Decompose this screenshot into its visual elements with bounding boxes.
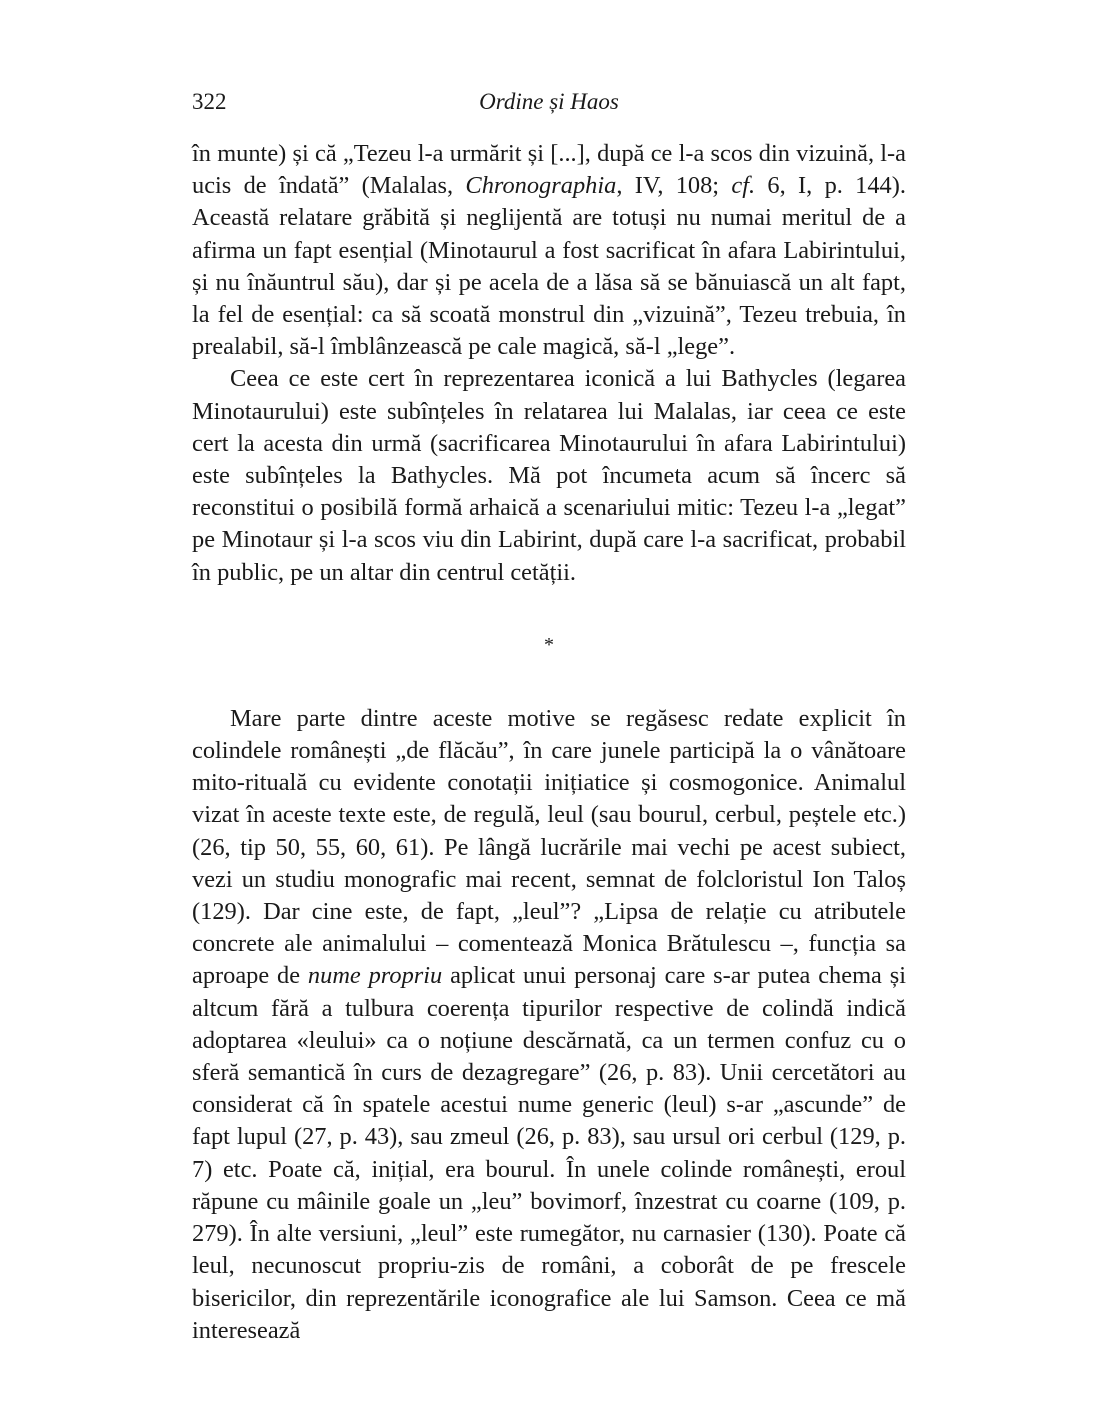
italic-nume-propriu: nume propriu bbox=[307, 962, 443, 990]
text-segment: Mare parte dintre aceste motive se regăsesc redate explicit în colindele românești „de flăcău”, în care junele participă la o vânătoare mito-rituală cu evidente conotații inițiatice și cosmogonice. Animalul vizat în aceste texte este, de regulă, leul (sau bourul, cerbul, peștele etc.) (26, tip 50, 55, 60, 61). Pe lângă lucrările mai vechi pe acest subiect, vezi un studiu monografic mai recent, semnat de folcloristul Ion Taloș (129). Dar cine este, de fapt, „leul”? „Lipsa de relație cu atributele concrete ale animalului – comentează Monica Brătulescu –, funcția sa aproape de bbox=[192, 704, 906, 990]
section-break-asterisk: * bbox=[544, 633, 554, 656]
text-segment: Ceea ce este cert în reprezentarea iconică a lui Bathycles (legarea Minotaurului) este subînțeles în relatarea lui Malalas, iar ceea ce este cert la acesta din urmă (sacrificarea Minotaurului în afara Labirintului) este subînțeles la Bathycles. Mă pot încumeta acum să încerc să reconstitui o posibilă formă arhaică a scenariului mitic: Tezeu l-a „legat” pe Minotaur și l-a scos viu din Labirint, după care l-a sacrificat, probabil în public, pe un altar din centrul cetății. bbox=[192, 365, 906, 586]
running-title: Ordine și Haos bbox=[479, 89, 619, 114]
text-segment: , IV, 108; bbox=[616, 172, 732, 200]
paragraph-continuation bbox=[192, 138, 906, 363]
italic-title-chronographia: Chronographia bbox=[465, 172, 617, 200]
text-segment: aplicat unui personaj care s-ar putea chema și altcum fără a tulbura coerența tipurilor respective de colindă indică adoptarea «leului» ca o noțiune descărnată, ca un termen confuz cu o sferă semantică în curs de dezagregare” (26, p. 83). Unii cercetători au considerat că în spatele acestui nume generic (leul) s-ar „ascunde” de fapt lupul (27, p. 43), sau zmeul (26, p. 83), sau ursul ori cerbul (129, p. 7) etc. Poate că, inițial, era bourul. În unele colinde românești, eroul răpune cu mâinile goale un „leu” bovimorf, înzestrat cu coarne (109, p. 279). În alte versiuni, „leul” este rumegător, nu carnasier (130). Poate că leul, necunoscut propriu-zis de români, a coborât de pe frescele bisericilor, din reprezentările iconografice ale lui Samson. Ceea ce mă interesează bbox=[192, 962, 906, 1344]
running-head bbox=[192, 84, 906, 120]
paragraph-colinde bbox=[192, 703, 906, 1347]
text-segment: 6, I, p. 144). Această relatare grăbită și neglijentă are totuși nu numai meritul de a afirma un fapt esențial (Minotaurul a fost sacrificat în afara Labirintului, și nu înăuntrul său), dar și pe acela de a lăsa să se bănuiască un alt fapt, la fel de esențial: ca să scoată monstrul din „vizuină”, Tezeu trebuia, în prealabil, să-l îmblânzească pe cale magică, să-l „lege”. bbox=[192, 172, 906, 361]
text-segment: în munte) și că „Tezeu l-a urmărit și [...], după ce l-a scos din vizuină, l-a ucis de îndată” (Malalas, bbox=[192, 140, 906, 200]
book-page bbox=[192, 84, 906, 1347]
page-number: 322 bbox=[192, 89, 227, 114]
paragraph-reconstruction bbox=[192, 363, 906, 588]
body-text bbox=[192, 138, 906, 1347]
italic-cf: cf. bbox=[731, 172, 756, 200]
